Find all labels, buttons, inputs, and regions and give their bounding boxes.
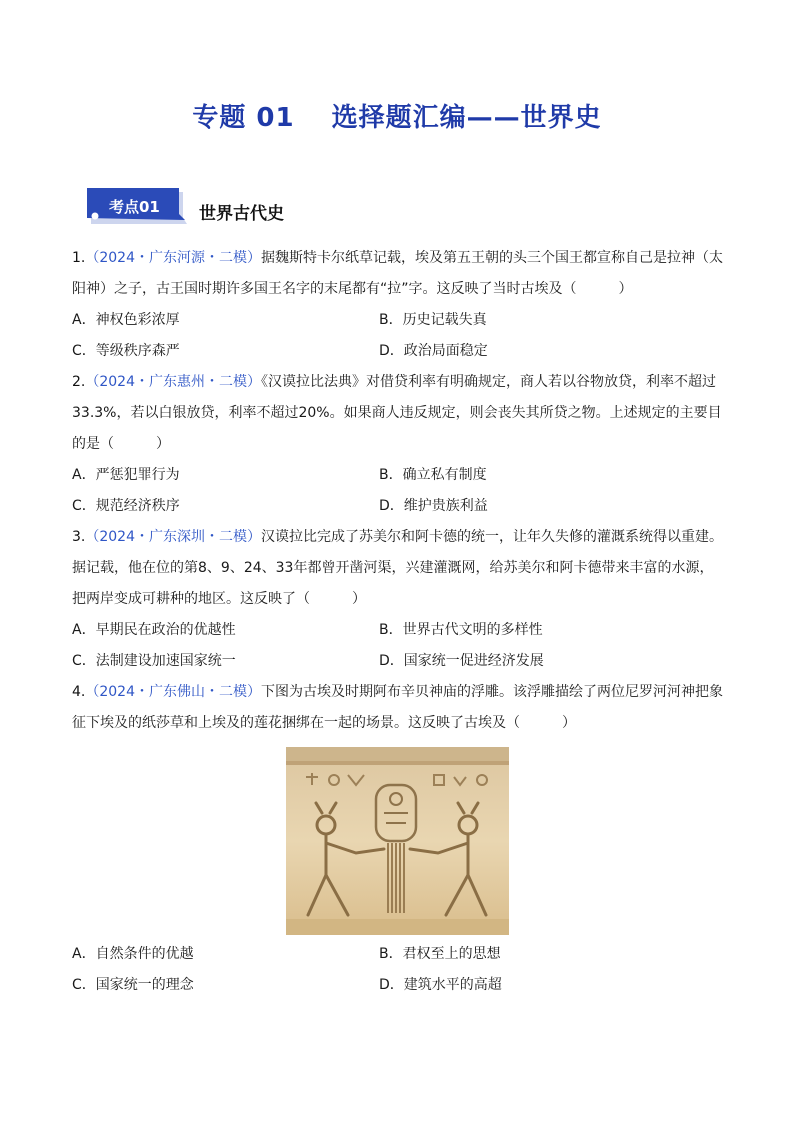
option-a[interactable]: A．自然条件的优越: [72, 946, 194, 962]
option-b[interactable]: B．历史记载失真: [379, 312, 487, 328]
question-4: [72, 677, 724, 1001]
options: [72, 939, 724, 1001]
question-text: 《汉谟拉比法典》对借贷利率有明确规定，商人若以谷物放贷，利率不超过33.3%，若以白银放贷，利率不超过20%。如果商人违反规定，则会丧失其所贷之物。上述规定的主要目的是（ ）: [72, 374, 722, 452]
option-c[interactable]: C．规范经济秩序: [72, 498, 180, 514]
option-d[interactable]: D．维护贵族利益: [379, 498, 488, 514]
question-stem: [72, 367, 724, 460]
options: [72, 460, 724, 522]
question-number: 4.: [72, 684, 86, 700]
question-number: 3.: [72, 529, 86, 545]
question-stem: [72, 677, 724, 739]
question-source: （2024・广东深圳・二模）: [85, 529, 261, 545]
option-c[interactable]: C．等级秩序森严: [72, 343, 180, 359]
option-b[interactable]: B．确立私有制度: [379, 467, 487, 483]
question-1: [72, 243, 724, 367]
question-2: [72, 367, 724, 522]
question-list: [72, 243, 724, 1001]
question-source: （2024・广东佛山・二模）: [85, 684, 261, 700]
question-3: [72, 522, 724, 677]
section-header: [87, 186, 347, 230]
question-text: 汉谟拉比完成了苏美尔和阿卡德的统一，让年久失修的灌溉系统得以重建。据记载，他在位的第8、9、24、33年都曾开凿河渠，兴建灌溉网，给苏美尔和阿卡德带来丰富的水源，把两岸变成可耕种的地区。这反映了（ ）: [72, 529, 723, 607]
option-a[interactable]: A．神权色彩浓厚: [72, 312, 180, 328]
question-stem: [72, 243, 724, 305]
relief-illustration: [286, 747, 509, 935]
question-source: （2024・广东惠州・二模）: [85, 374, 261, 390]
section-title: 世界古代史: [199, 204, 284, 224]
question-number: 1.: [72, 250, 86, 266]
section-badge-label: 考点01: [109, 198, 160, 216]
section-badge: [87, 186, 185, 224]
option-b[interactable]: B．君权至上的思想: [379, 946, 501, 962]
question-source: （2024・广东河源・二模）: [85, 250, 261, 266]
question-number: 2.: [72, 374, 86, 390]
question-text: 下图为古埃及时期阿布辛贝神庙的浮雕。该浮雕描绘了两位尼罗河河神把象征下埃及的纸莎草和上埃及的莲花捆绑在一起的场景。这反映了古埃及（ ）: [72, 684, 723, 731]
page-title: 专题 01 选择题汇编——世界史: [192, 103, 602, 133]
option-d[interactable]: D．国家统一促进经济发展: [379, 653, 544, 669]
option-d[interactable]: D．建筑水平的高超: [379, 977, 502, 993]
question-text: 据魏斯特卡尔纸草记载，埃及第五王朝的头三个国王都宣称自己是拉神（太阳神）之子，古王国时期许多国王名字的末尾都有“拉”字。这反映了当时古埃及（ ）: [72, 250, 723, 297]
option-a[interactable]: A．早期民在政治的优越性: [72, 622, 236, 638]
question-stem: [72, 522, 724, 615]
options: [72, 615, 724, 677]
relief-image: [286, 747, 509, 935]
option-b[interactable]: B．世界古代文明的多样性: [379, 622, 543, 638]
option-c[interactable]: C．法制建设加速国家统一: [72, 653, 236, 669]
option-d[interactable]: D．政治局面稳定: [379, 343, 488, 359]
options: [72, 305, 724, 367]
option-c[interactable]: C．国家统一的理念: [72, 977, 194, 993]
option-a[interactable]: A．严惩犯罪行为: [72, 467, 180, 483]
